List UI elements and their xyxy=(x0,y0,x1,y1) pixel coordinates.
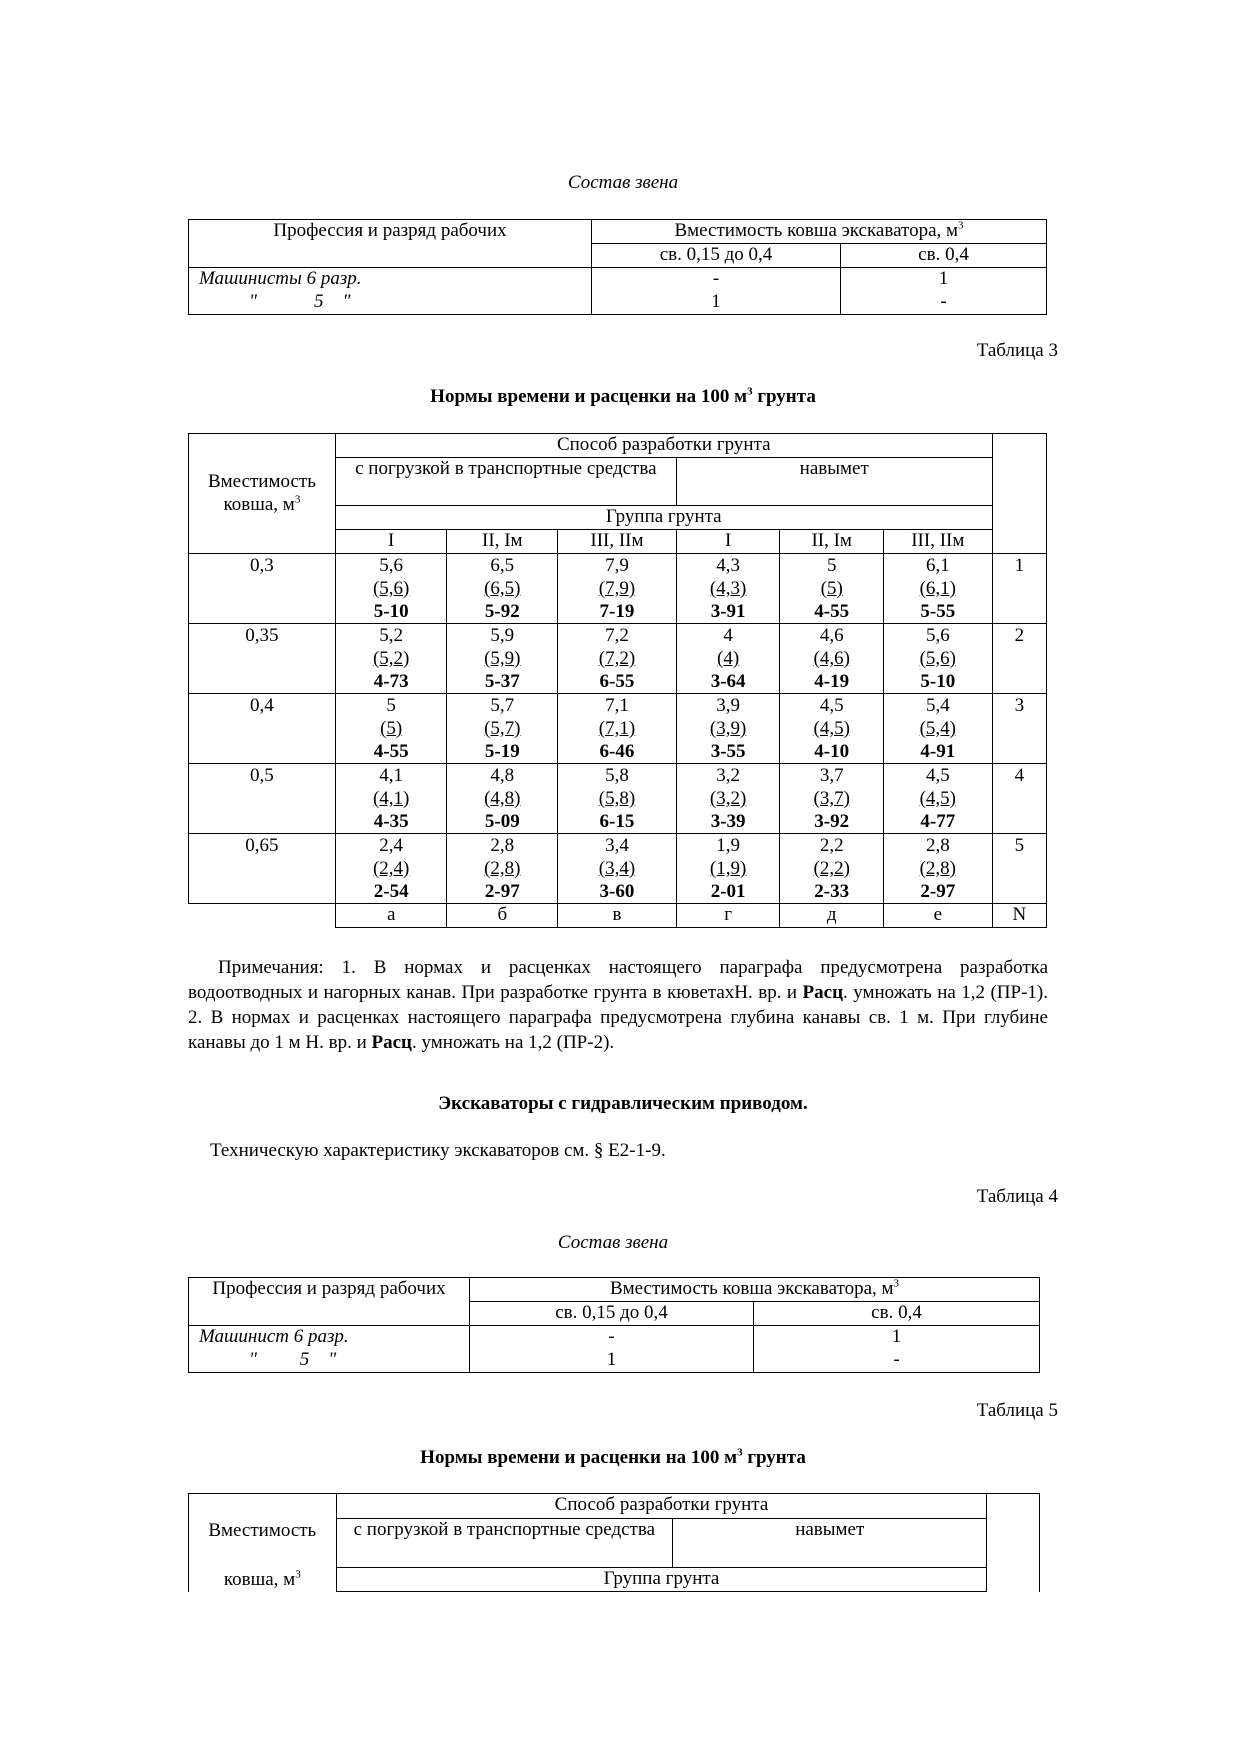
row-capacity: 0,3 xyxy=(189,554,336,624)
price: 4-35 xyxy=(373,811,409,832)
time-norm-paren: (4,1) xyxy=(372,788,410,809)
table-row xyxy=(189,624,1047,694)
header-sub2: св. 0,4 xyxy=(841,244,1047,268)
time-norm: 3,9 xyxy=(716,695,740,716)
time-norm-paren: (5) xyxy=(380,718,403,739)
t4-header-sub2: св. 0,4 xyxy=(754,1302,1040,1326)
t5-head-blank xyxy=(987,1494,1040,1592)
norm-cell xyxy=(884,694,993,764)
tech-reference: Техническую характеристику экскаваторов см. § Е2-1-9. xyxy=(210,1140,666,1161)
group-header: III, IIм xyxy=(558,530,677,554)
price: 4-10 xyxy=(814,741,850,762)
time-norm-paren: (2,2) xyxy=(813,858,850,879)
time-norm-paren: (3,4) xyxy=(598,858,636,879)
time-norm: 1,9 xyxy=(716,835,740,856)
time-norm-paren: (3,2) xyxy=(709,788,747,809)
norm-cell xyxy=(447,834,558,904)
time-norm: 4,5 xyxy=(925,765,950,786)
time-norm: 5,9 xyxy=(490,625,515,646)
table-row xyxy=(189,694,1047,764)
time-norm-paren: (7,9) xyxy=(598,578,636,599)
time-norm-paren: (7,1) xyxy=(598,718,636,739)
norm-cell xyxy=(676,624,780,694)
price: 3-60 xyxy=(599,881,635,902)
time-norm: 7,2 xyxy=(605,625,629,646)
time-norm-paren: (4,5) xyxy=(813,718,850,739)
time-norm: 5 xyxy=(386,695,396,716)
table5-title: Нормы времени и расценки на 100 $м^3$ грунта xyxy=(420,1446,806,1468)
group-header: I xyxy=(335,530,447,554)
col1-values: - 1 xyxy=(592,268,841,315)
norms-table-3 xyxy=(188,433,1047,928)
norm-cell xyxy=(676,764,780,834)
price: 2-54 xyxy=(373,881,409,902)
group-header: III, IIм xyxy=(884,530,993,554)
time-norm-paren: (2,8) xyxy=(484,858,521,879)
norm-cell xyxy=(780,834,884,904)
price: 4-19 xyxy=(814,671,850,692)
time-norm-paren: (6,5) xyxy=(484,578,521,599)
time-norm-paren: (5,9) xyxy=(484,648,521,669)
t5-head-method: Способ разработки грунта xyxy=(336,1494,987,1519)
header-capacity: Вместимость ковша экскаватора, $м^3$ xyxy=(592,220,1047,244)
norm-cell xyxy=(884,834,993,904)
head-capacity: Вместимость ковша, $м^3$ xyxy=(189,434,336,554)
t4-header-profession: Профессия и разряд рабочих xyxy=(189,1278,470,1326)
time-norm: 2,8 xyxy=(925,835,950,856)
time-norm: 5,8 xyxy=(605,765,629,786)
time-norm-paren: (2,4) xyxy=(372,858,410,879)
column-letter: г xyxy=(676,904,780,928)
price: 3-92 xyxy=(814,811,850,832)
t4-header-sub1: св. 0,15 до 0,4 xyxy=(470,1302,754,1326)
time-norm: 5,2 xyxy=(379,625,404,646)
price: 5-10 xyxy=(920,671,956,692)
t5-head-cast: навымет xyxy=(673,1518,987,1567)
column-letter: N xyxy=(992,904,1046,928)
crew-caption: Состав звена xyxy=(567,172,679,193)
time-norm: 4,8 xyxy=(490,765,515,786)
norm-cell xyxy=(780,624,884,694)
price: 2-97 xyxy=(484,881,520,902)
norm-cell xyxy=(447,624,558,694)
time-norm: 4,1 xyxy=(379,765,404,786)
header-profession: Профессия и разряд рабочих xyxy=(189,220,592,268)
row-capacity: 0,65 xyxy=(189,834,336,904)
time-norm-paren: (5,7) xyxy=(484,718,521,739)
time-norm: 7,1 xyxy=(605,695,629,716)
table-row xyxy=(189,554,1047,624)
price: 5-09 xyxy=(484,811,520,832)
time-norm: 5,6 xyxy=(379,555,404,576)
price: 3-55 xyxy=(710,741,746,762)
table3-label: Таблица 3 xyxy=(976,340,1058,361)
price: 3-64 xyxy=(710,671,746,692)
table-row xyxy=(189,834,1047,904)
t4-col2-values: 1 - xyxy=(754,1326,1040,1373)
time-norm: 3,2 xyxy=(716,765,740,786)
head-loading: с погрузкой в транспортные средства xyxy=(335,458,676,506)
time-norm-paren: (4,5) xyxy=(919,788,957,809)
time-norm: 5,6 xyxy=(925,625,950,646)
head-group: Группа грунта xyxy=(335,506,992,530)
time-norm: 2,4 xyxy=(379,835,404,856)
time-norm: 7,9 xyxy=(605,555,629,576)
time-norm: 6,1 xyxy=(925,555,950,576)
price: 2-33 xyxy=(814,881,850,902)
row-number: 1 xyxy=(992,554,1046,624)
norm-cell xyxy=(558,834,677,904)
norm-cell xyxy=(884,624,993,694)
norm-cell xyxy=(558,554,677,624)
head-blank xyxy=(992,434,1046,554)
time-norm-paren: (5,6) xyxy=(919,648,957,669)
row-number: 2 xyxy=(992,624,1046,694)
table4-caption: Состав звена xyxy=(557,1232,669,1253)
t4-worker-names: Машинист 6 разр. " 5 " xyxy=(189,1326,470,1373)
norm-cell xyxy=(335,554,447,624)
t4-header-capacity: Вместимость ковша экскаватора, $м^3$ xyxy=(470,1278,1040,1302)
price: 4-77 xyxy=(920,811,956,832)
price: 5-19 xyxy=(484,741,520,762)
column-letter: а xyxy=(335,904,447,928)
norm-cell xyxy=(335,764,447,834)
norm-cell xyxy=(780,764,884,834)
crew-table xyxy=(188,219,1047,315)
norm-cell xyxy=(884,554,993,624)
row-number: 4 xyxy=(992,764,1046,834)
price: 6-55 xyxy=(599,671,635,692)
price: 5-92 xyxy=(484,601,520,622)
col2-values: 1 - xyxy=(841,268,1047,315)
price: 6-15 xyxy=(599,811,635,832)
t4-col1-values: - 1 xyxy=(470,1326,754,1373)
time-norm: 5 xyxy=(826,555,837,576)
price: 4-73 xyxy=(373,671,409,692)
column-letter: е xyxy=(884,904,993,928)
time-norm: 4,3 xyxy=(716,555,740,576)
table5-label: Таблица 5 xyxy=(976,1400,1058,1421)
time-norm-paren: (3,7) xyxy=(813,788,850,809)
norm-cell xyxy=(447,694,558,764)
price: 5-55 xyxy=(920,601,956,622)
price: 4-55 xyxy=(373,741,409,762)
norms-table-5 xyxy=(188,1493,1040,1592)
price: 5-37 xyxy=(484,671,520,692)
time-norm-paren: (5,6) xyxy=(372,578,410,599)
head-method: Способ разработки грунта xyxy=(335,434,992,458)
time-norm-paren: (5,2) xyxy=(372,648,410,669)
t5-head-loading: с погрузкой в транспортные средства xyxy=(336,1518,673,1567)
time-norm-paren: (6,1) xyxy=(919,578,957,599)
table-row xyxy=(189,764,1047,834)
row-number: 3 xyxy=(992,694,1046,764)
norm-cell xyxy=(447,764,558,834)
norm-cell xyxy=(335,834,447,904)
head-cast: навымет xyxy=(676,458,992,506)
price: 2-01 xyxy=(710,881,746,902)
norm-cell xyxy=(676,834,780,904)
norm-cell xyxy=(558,624,677,694)
worker-names: Машинисты 6 разр. " 5 " xyxy=(189,268,592,315)
time-norm-paren: (2,8) xyxy=(919,858,957,879)
column-letter: д xyxy=(780,904,884,928)
group-header: II, Iм xyxy=(780,530,884,554)
time-norm-paren: (3,9) xyxy=(709,718,747,739)
time-norm: 4 xyxy=(723,625,733,646)
time-norm: 4,5 xyxy=(819,695,844,716)
t5-head-group: Группа грунта xyxy=(336,1567,987,1592)
time-norm: 5,7 xyxy=(490,695,515,716)
time-norm: 2,2 xyxy=(819,835,844,856)
t5-head-capacity: Вместимость ковша, $м^3$ xyxy=(189,1494,337,1592)
group-header: II, Iм xyxy=(447,530,558,554)
row-capacity: 0,5 xyxy=(189,764,336,834)
time-norm-paren: (5,8) xyxy=(598,788,636,809)
row-capacity: 0,4 xyxy=(189,694,336,764)
time-norm-paren: (7,2) xyxy=(598,648,636,669)
table3-title: Нормы времени и расценки на 100 $м^3$ грунта xyxy=(430,385,816,407)
price: 7-19 xyxy=(599,601,635,622)
column-letter: б xyxy=(447,904,558,928)
time-norm-paren: (4,8) xyxy=(484,788,521,809)
price: 3-91 xyxy=(710,601,746,622)
norm-cell xyxy=(884,764,993,834)
hydraulic-heading: Экскаваторы с гидравлическим приводом. xyxy=(438,1093,808,1114)
price: 5-10 xyxy=(373,601,409,622)
time-norm: 5,4 xyxy=(925,695,950,716)
crew-table-4 xyxy=(188,1277,1040,1373)
notes-paragraph: Примечания: 1. В нормах и расценках настоящего параграфа предусмотрена разработка водоотводных и нагорных канав. При разработке грунта в кюветахН. вр. и Расц. умножать на 1,2 (ПР-1). 2. В нормах и расценках настоящего параграфа предусмотрена глубина канавы св. 1 м. При глубине канавы до 1 м Н. вр. и Расц. умножать на 1,2 (ПР-2). xyxy=(188,957,1048,1054)
norm-cell xyxy=(335,624,447,694)
norm-cell xyxy=(676,554,780,624)
price: 4-91 xyxy=(920,741,956,762)
row-number: 5 xyxy=(992,834,1046,904)
group-header: I xyxy=(676,530,780,554)
norm-cell xyxy=(558,694,677,764)
time-norm: 2,8 xyxy=(490,835,515,856)
footer-blank xyxy=(189,904,336,928)
price: 4-55 xyxy=(814,601,850,622)
row-capacity: 0,35 xyxy=(189,624,336,694)
price: 2-97 xyxy=(920,881,956,902)
time-norm: 3,4 xyxy=(605,835,629,856)
time-norm: 4,6 xyxy=(819,625,844,646)
time-norm-paren: (4) xyxy=(717,648,740,669)
norm-cell xyxy=(558,764,677,834)
time-norm-paren: (4,6) xyxy=(813,648,850,669)
time-norm-paren: (5,4) xyxy=(919,718,957,739)
norm-cell xyxy=(780,554,884,624)
norm-cell xyxy=(335,694,447,764)
price: 3-39 xyxy=(710,811,746,832)
column-letter: в xyxy=(558,904,677,928)
norm-cell xyxy=(676,694,780,764)
time-norm-paren: (4,3) xyxy=(709,578,747,599)
norm-cell xyxy=(780,694,884,764)
norm-cell xyxy=(447,554,558,624)
price: 6-46 xyxy=(599,741,635,762)
time-norm-paren: (1,9) xyxy=(709,858,747,879)
header-sub1: св. 0,15 до 0,4 xyxy=(592,244,841,268)
time-norm-paren: (5) xyxy=(820,578,843,599)
time-norm: 6,5 xyxy=(490,555,515,576)
table4-label: Таблица 4 xyxy=(976,1186,1058,1207)
time-norm: 3,7 xyxy=(819,765,844,786)
